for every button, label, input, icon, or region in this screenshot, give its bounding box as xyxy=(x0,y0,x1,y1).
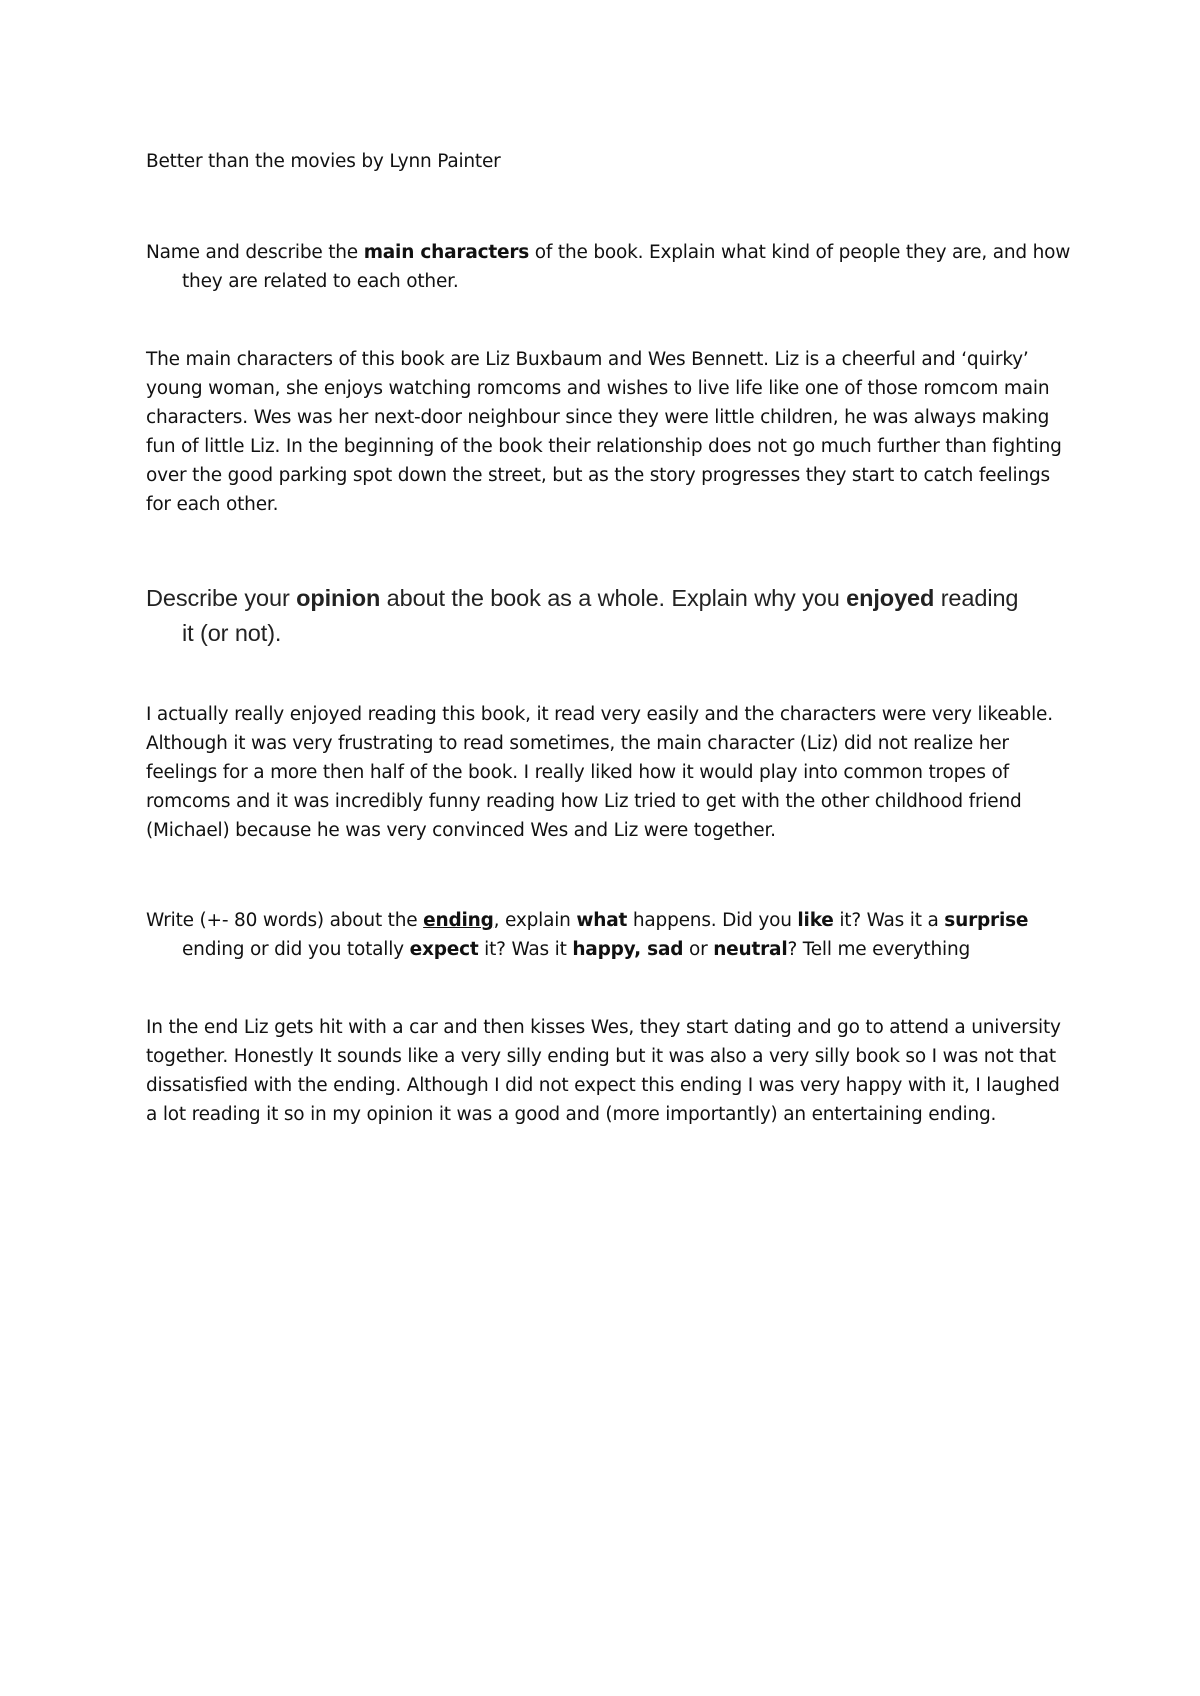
answer-3-line-1: In the end Liz gets hit with a car and then kisses Wes, they start dating and go to attend a university xyxy=(146,1017,1061,1038)
document-title: Better than the movies by Lynn Painter xyxy=(146,151,501,172)
answer-2-line-2: Although it was very frustrating to read sometimes, the main character (Liz) did not realize her xyxy=(146,733,1009,754)
emphasis-happy-sad: happy, sad xyxy=(572,939,684,960)
answer-3-line-4: a lot reading it so in my opinion it was a good and (more importantly) an entertaining ending. xyxy=(146,1104,997,1125)
answer-2-line-1: I actually really enjoyed reading this book, it read very easily and the characters were very likeable. xyxy=(146,704,1053,725)
answer-2-line-3: feelings for a more then half of the book. I really liked how it would play into common tropes of xyxy=(146,762,1009,783)
emphasis-neutral: neutral xyxy=(713,939,788,960)
question-2-line-2: it (or not). xyxy=(182,620,282,646)
question-2-line-1: Describe your opinion about the book as a whole. Explain why you enjoyed reading xyxy=(146,585,1019,611)
answer-3-line-3: dissatisfied with the ending. Although I did not expect this ending I was very happy with it, I laughed xyxy=(146,1075,1060,1096)
emphasis-main-characters: main characters xyxy=(363,242,530,263)
emphasis-opinion: opinion xyxy=(296,585,381,611)
answer-3-line-2: together. Honestly It sounds like a very silly ending but it was also a very silly book so I was not that xyxy=(146,1046,1056,1067)
question-3-line-2: ending or did you totally expect it? Was it happy, sad or neutral? Tell me everything xyxy=(182,939,971,960)
answer-1-line-6: for each other. xyxy=(146,494,279,515)
emphasis-what: what xyxy=(576,910,628,931)
answer-2-line-4: romcoms and it was incredibly funny reading how Liz tried to get with the other childhood friend xyxy=(146,791,1022,812)
answer-1-line-3: characters. Wes was her next-door neighbour since they were little children, he was always making xyxy=(146,407,1050,428)
emphasis-expect: expect xyxy=(409,939,479,960)
answer-2-line-5: (Michael) because he was very convinced Wes and Liz were together. xyxy=(146,820,776,841)
answer-1-line-4: fun of little Liz. In the beginning of the book their relationship does not go much further than fighting xyxy=(146,436,1062,457)
emphasis-enjoyed: enjoyed xyxy=(846,585,935,611)
question-1-line-2: they are related to each other. xyxy=(182,271,459,292)
answer-1-line-1: The main characters of this book are Liz Buxbaum and Wes Bennett. Liz is a cheerful and ‘quirky’ xyxy=(146,349,1029,370)
answer-1-line-5: over the good parking spot down the street, but as the story progresses they start to catch feelings xyxy=(146,465,1050,486)
answer-1-line-2: young woman, she enjoys watching romcoms and wishes to live life like one of those romcom main xyxy=(146,378,1050,399)
question-1-line-1: Name and describe the main characters of the book. Explain what kind of people they are, and how xyxy=(146,242,1071,263)
emphasis-ending: ending xyxy=(423,910,494,931)
question-3-line-1: Write (+- 80 words) about the ending, explain what happens. Did you like it? Was it a surprise xyxy=(146,910,1029,931)
emphasis-like: like xyxy=(797,910,834,931)
emphasis-surprise: surprise xyxy=(944,910,1029,931)
